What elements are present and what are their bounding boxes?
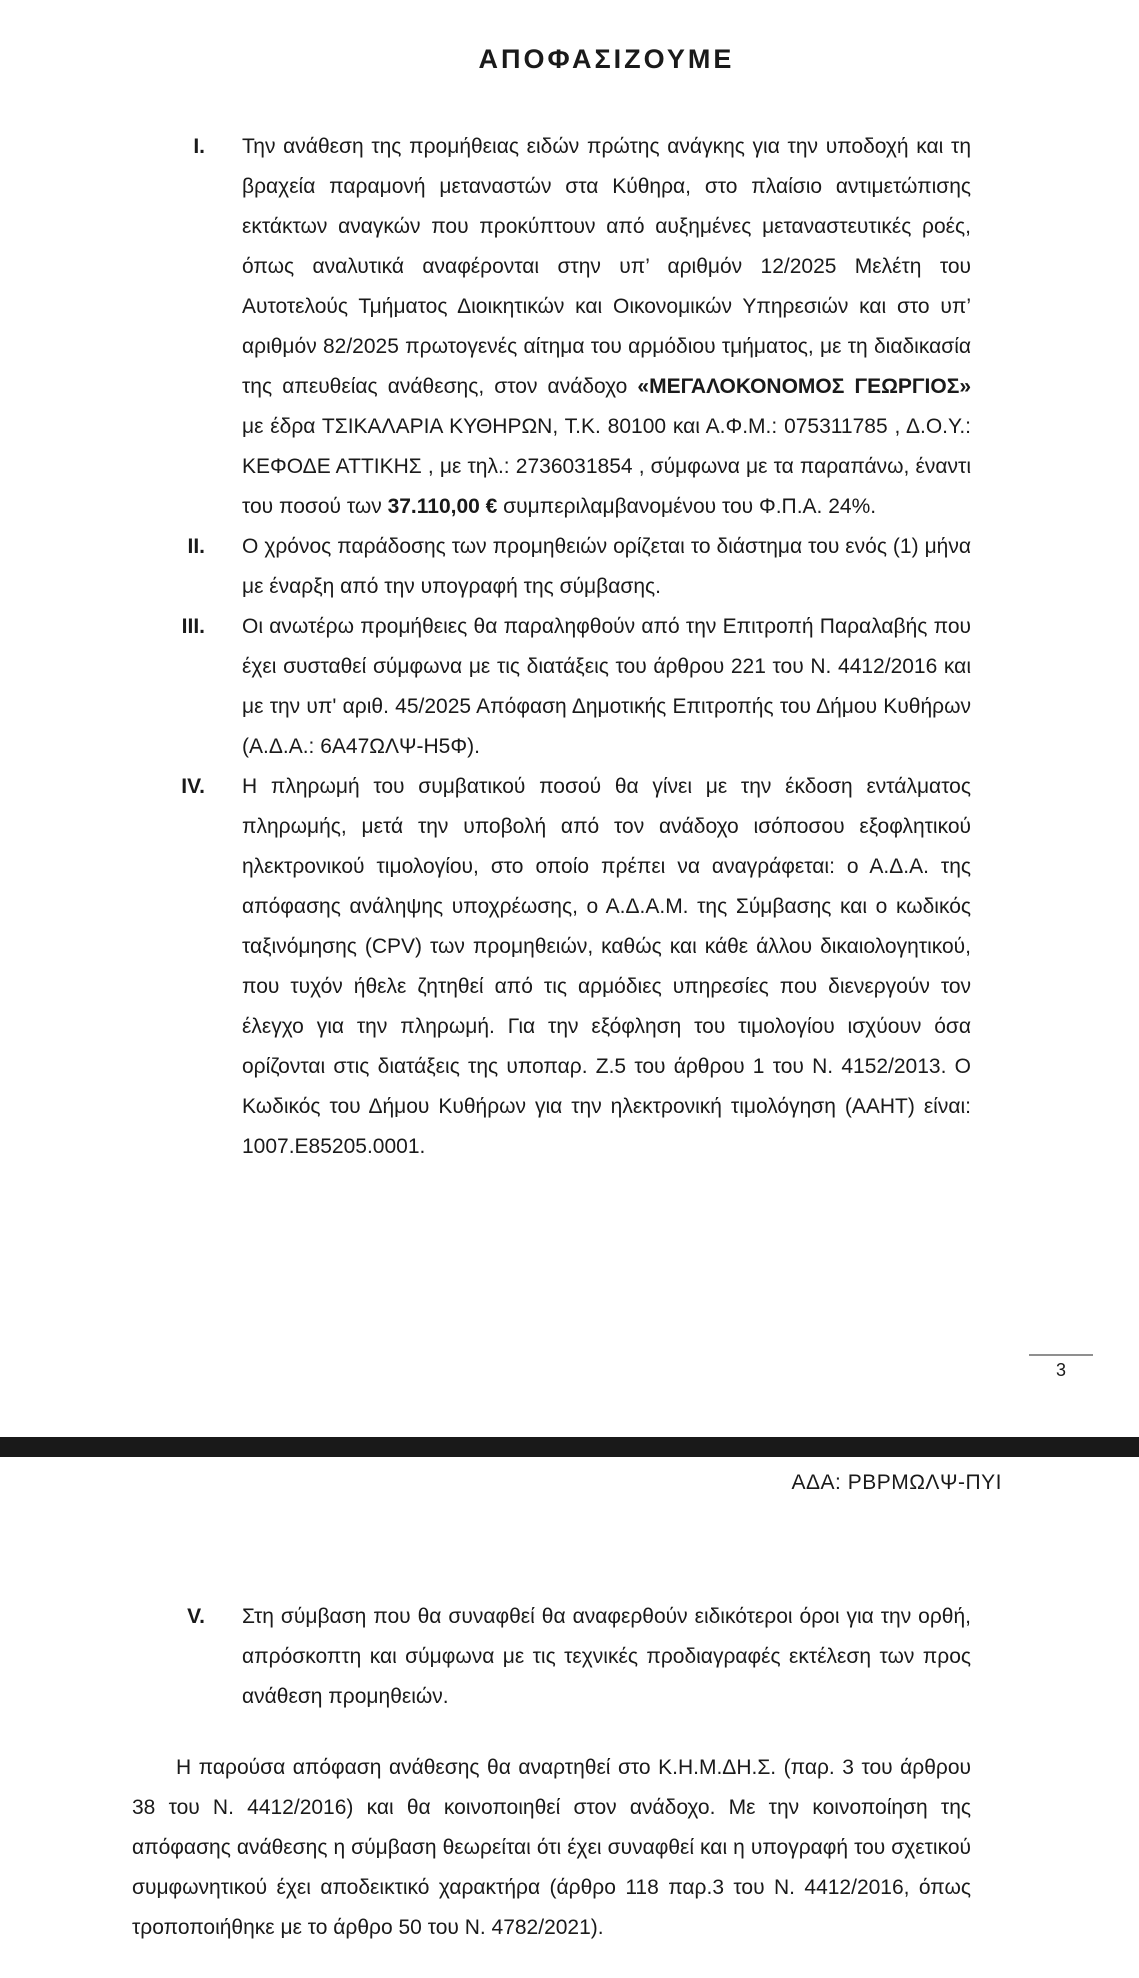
decision-item bbox=[140, 527, 971, 607]
decision-item-numeral: III. bbox=[181, 615, 205, 638]
page-divider-bar bbox=[0, 1437, 1139, 1457]
decision-item-numeral: IV. bbox=[181, 775, 205, 798]
decision-item-text: Η πληρωμή του συμβατικού ποσού θα γίνει με την έκδοση εντάλματος πληρωμής, μετά την υποβολή από τον ανάδοχο ισόποσου εξοφλητικού ηλεκτρονικού τιμολογίου, στο οποίο πρέπει να αναγράφεται: ο Α.Δ.Α. της απόφασης ανάληψης υποχρέωσης, ο Α.Δ.Α.Μ. της Σύμβασης και ο κωδικός ταξινόμησης (CPV) των προμηθειών, καθώς και κάθε άλλου δικαιολογητικού, που τυχόν ήθελε ζητηθεί από τις αρμόδιες υπηρεσίες που διενεργούν τον έλεγχο για την πληρωμή. Για την εξόφληση του τιμολογίου ισχύουν όσα ορίζονται στις διατάξεις της υποπαρ. Ζ.5 του άρθρου 1 του Ν. 4152/2013. Ο Κωδικός του Δήμου Κυθήρων για την ηλεκτρονική τιμολόγηση (ΑΑΗΤ) είναι: 1007.Ε85205.0001. bbox=[242, 775, 971, 1158]
closing-paragraph: Η παρούσα απόφαση ανάθεσης θα αναρτηθεί στο Κ.Η.Μ.ΔΗ.Σ. (παρ. 3 του άρθρου 38 του Ν. 4412/2016) και θα κοινοποιηθεί στον ανάδοχο. Με την κοινοποίηση της απόφασης ανάθεσης η σύμβαση θεωρείται ότι έχει συναφθεί και η υπογραφή του σχετικού συμφωνητικού έχει αποδεικτικό χαρακτήρα (άρθρο 118 παρ.3 του Ν. 4412/2016, όπως τροποποιήθηκε με το άρθρο 50 του Ν. 4782/2021). bbox=[132, 1756, 971, 1939]
decision-item bbox=[140, 1597, 971, 1717]
decision-items-list-page2 bbox=[140, 1597, 971, 1717]
decision-items-list-page1 bbox=[140, 127, 971, 1167]
decision-item-text: Στη σύμβαση που θα συναφθεί θα αναφερθούν ειδικότεροι όροι για την ορθή, απρόσκοπτη και σύμφωνα με τις τεχνικές προδιαγραφές εκτέλεση των προς ανάθεση προμηθειών. bbox=[242, 1605, 971, 1708]
decision-item bbox=[140, 607, 971, 767]
page-footer-rule bbox=[1029, 1354, 1093, 1356]
decision-item-numeral: I. bbox=[193, 135, 205, 158]
decision-item-text: Την ανάθεση της προμήθειας ειδών πρώτης ανάγκης για την υποδοχή και τη βραχεία παραμονή μεταναστών στα Κύθηρα, στο πλαίσιο αντιμετώπισης εκτάκτων αναγκών που προκύπτουν από αυξημένες μεταναστευτικές ροές, όπως αναλυτικά αναφέρονται στην υπ’ αριθμόν 12/2025 Μελέτη του Αυτοτελούς Τμήματος Διοικητικών και Οικονομικών Υπηρεσιών και στο υπ’ αριθμόν 82/2025 πρωτογενές αίτημα του αρμόδιου τμήματος, με τη διαδικασία της απευθείας ανάθεσης, στον ανάδοχο «ΜΕΓΑΛΟΚΟΝΟΜΟΣ ΓΕΩΡΓΙΟΣ» με έδρα ΤΣΙΚΑΛΑΡΙΑ ΚΥΘΗΡΩΝ, Τ.Κ. 80100 και Α.Φ.Μ.: 075311785 , Δ.Ο.Υ.: ΚΕΦΟΔΕ ΑΤΤΙΚΗΣ , με τηλ.: 2736031854 , σύμφωνα με τα παραπάνω, έναντι του ποσού των 37.110,00 € συμπεριλαμβανομένου του Φ.Π.Α. 24%. bbox=[242, 135, 971, 518]
ada-reference: ΑΔΑ: ΡΒΡΜΩΛΨ-ΠΥΙ bbox=[791, 1471, 1002, 1494]
page-number: 3 bbox=[1055, 1360, 1066, 1380]
decision-item-numeral: II. bbox=[187, 535, 205, 558]
decision-item bbox=[140, 767, 971, 1167]
decision-item-numeral: V. bbox=[187, 1605, 205, 1628]
document-title: ΑΠΟΦΑΣΙΖΟΥΜΕ bbox=[478, 44, 735, 74]
decision-item-text: Ο χρόνος παράδοσης των προμηθειών ορίζεται το διάστημα του ενός (1) μήνα με έναρξη από την υπογραφή της σύμβασης. bbox=[242, 535, 971, 598]
decision-item-text: Οι ανωτέρω προμήθειες θα παραληφθούν από την Επιτροπή Παραλαβής που έχει συσταθεί σύμφωνα με τις διατάξεις του άρθρου 221 του Ν. 4412/2016 και με την υπ' αριθ. 45/2025 Απόφαση Δημοτικής Επιτροπής του Δήμου Κυθήρων (Α.Δ.Α.: 6Α47ΩΛΨ-Η5Φ). bbox=[242, 615, 971, 758]
decision-item bbox=[140, 127, 971, 527]
